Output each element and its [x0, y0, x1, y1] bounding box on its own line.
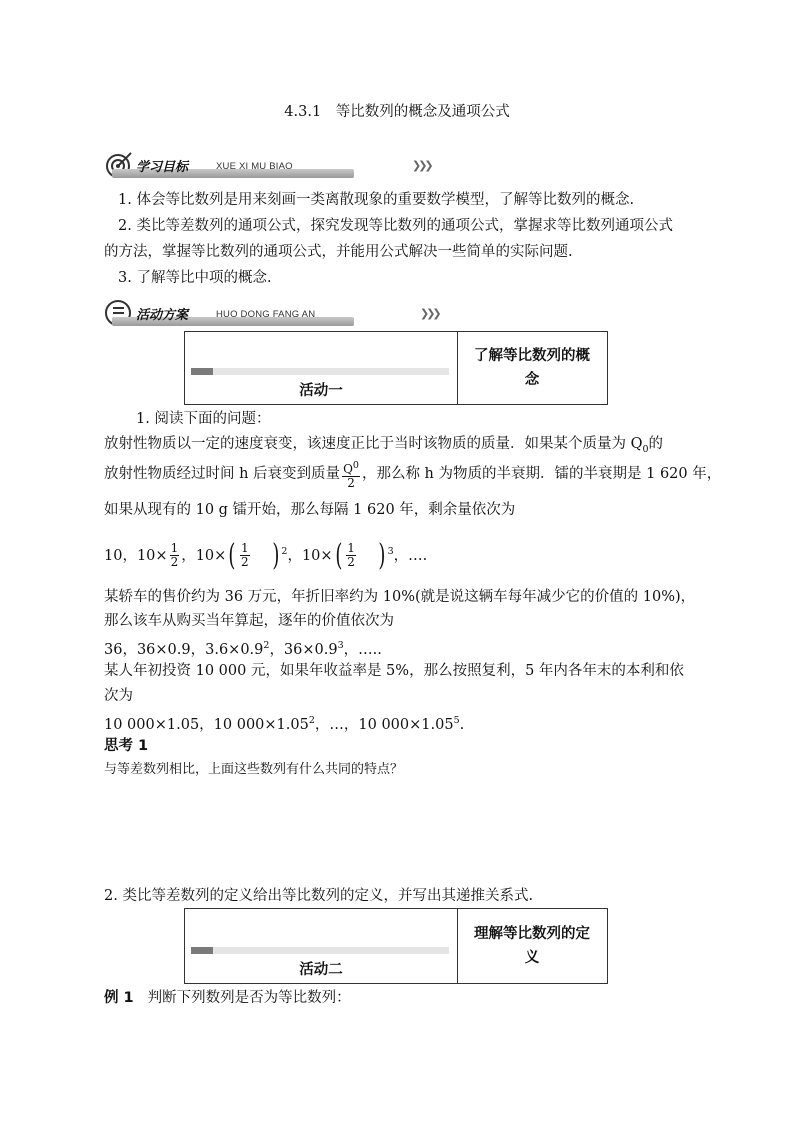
activity-description: 理解等比数列的定 义 — [474, 926, 590, 966]
progress-bar — [191, 947, 449, 954]
goal-line-1: 1. 体会等比数列是用来刻画一类离散现象的重要数学模型，了解等比数列的概念. — [118, 192, 635, 208]
question-2-heading: 2. 类比等差数列的定义给出等比数列的定义，并写出其递推关系式. — [104, 888, 534, 904]
activity-description: 了解等比数列的概 念 — [474, 348, 590, 388]
think-1-text: 与等差数列相比，上面这些数列有什么共同的特点？ — [104, 762, 404, 777]
paragraph-line: 某轿车的售价约为 36 万元，年折旧率约为 10%(就是说这辆车每年减少它的价值的 10%)， — [104, 589, 696, 605]
banner-label: 学习目标 — [136, 160, 189, 175]
question-1-heading: 1. 阅读下面的问题： — [136, 411, 271, 427]
think-1-label: 思考 1 — [104, 738, 149, 754]
chevrons-icon: ❯❯❯ — [420, 307, 439, 320]
paragraph-line: 放射性物质以一定的速度衰变，该速度正比于当时该物质的质量．如果某个质量为 $Q_0$的 — [104, 436, 664, 455]
activity-box-1 — [184, 331, 608, 405]
activity-label: 活动二 — [299, 962, 343, 978]
fraction: $\frac{Q^0}{2}$ — [343, 459, 359, 490]
sequence-car: 36，36×0.9，$3.6\times 0.9^2$，$36\times 0.9^3$，….. — [104, 640, 382, 658]
banner-label: 活动方案 — [136, 308, 189, 323]
paragraph-line: 某人年初投资 10 000 元，如果年收益率是 5%，那么按照复利，5 年内各年末的本利和依 — [104, 663, 684, 679]
section-banner-plan — [104, 298, 439, 332]
paragraph-line: 那么该车从购买当年算起，逐年的价值依次为 — [104, 613, 394, 629]
paragraph-line: 放射性物质经过时间 h 后衰变到质量 $\frac{Q^0}{2}$ ，那么称 h 为物质的半衰期．镭的半衰期是 1 620 年， — [104, 459, 722, 490]
banner-pinyin: HUO DONG FANG AN — [216, 309, 316, 320]
paragraph-line: 如果从现有的 10 g 镭开始，那么每隔 1 620 年，剩余量依次为 — [104, 502, 516, 518]
activity-label: 活动一 — [299, 383, 343, 399]
activity-box-2 — [184, 908, 608, 984]
page-title: 4.3.1 等比数列的概念及通项公式 — [284, 104, 510, 120]
example-1: 例 1 判断下列数列是否为等比数列： — [104, 990, 351, 1006]
section-banner-goals — [104, 150, 431, 184]
banner-pinyin: XUE XI MU BIAO — [216, 161, 293, 172]
goal-line-2: 2. 类比等差数列的通项公式，探究发现等比数列的通项公式，掌握求等比数列通项公式 — [118, 218, 673, 234]
sequence-radium: 10，10× $\frac{1}{2}$ ，10×( $\frac{1}{2}$ ) $^2$，10×( $\frac{1}{2}$ ) $^3$，…. — [104, 537, 428, 573]
goal-line-4: 3. 了解等比中项的概念. — [118, 270, 272, 286]
progress-bar — [191, 368, 449, 375]
chevrons-icon: ❯❯❯ — [412, 159, 431, 172]
goal-line-3: 的方法，掌握等比数列的通项公式，并能用公式解决一些简单的实际问题. — [104, 244, 573, 260]
sequence-investment: 10 000×1.05，10 $000\times 1.05^2$，…，10 $000\times 1.05^5$. — [104, 715, 465, 733]
paragraph-line: 次为 — [104, 688, 133, 704]
